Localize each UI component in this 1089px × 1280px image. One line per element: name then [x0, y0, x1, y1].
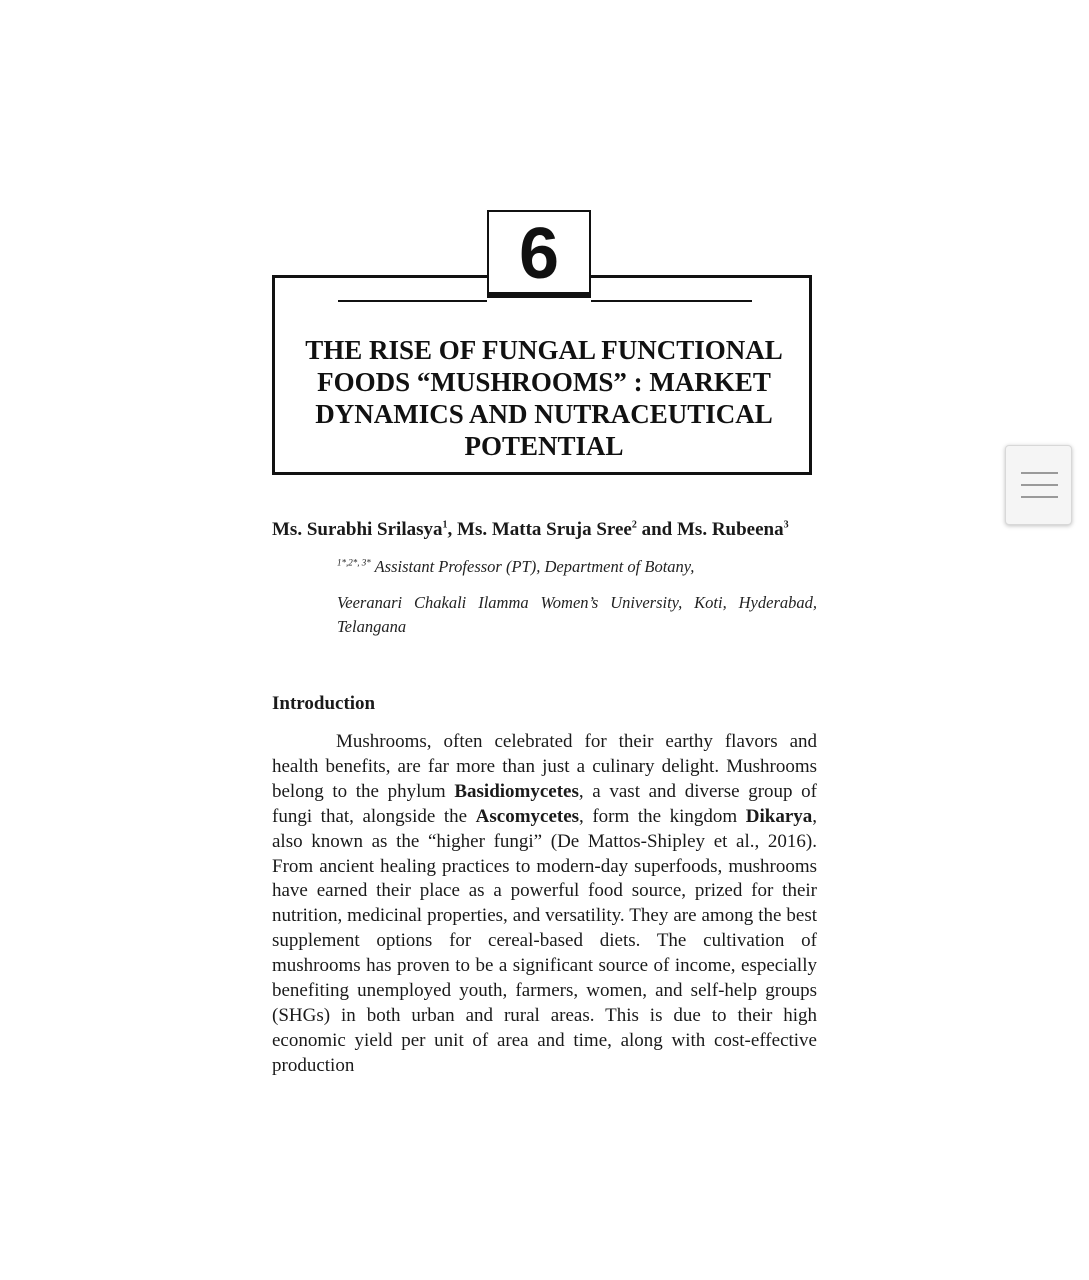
bold-term: Ascomycetes: [475, 805, 580, 827]
author-name: Ms. Matta Sruja Sree: [457, 519, 632, 540]
title-rule-left: [338, 300, 487, 302]
author-list: [272, 518, 817, 542]
introduction-paragraph: [272, 730, 817, 1079]
chapter-number: 6: [518, 214, 560, 294]
section-heading-introduction: Introduction: [272, 693, 376, 714]
author-affiliation-marker: 2: [631, 519, 637, 531]
author-affiliation-marker: 3: [783, 519, 789, 531]
affiliation-line-1: [337, 555, 817, 579]
paragraph-text: Mushrooms, often celebrated for their earthy flavors and health benefits, are far more than just a culinary delight. Mushrooms belong to the phylum: [272, 731, 817, 802]
hamburger-menu-icon: [1021, 472, 1058, 474]
chapter-title-line: POTENTIAL: [464, 431, 624, 461]
paragraph-text: , form the kingdom: [579, 805, 746, 827]
bold-term: Basidiomycetes: [454, 780, 579, 802]
side-menu-button[interactable]: [1005, 445, 1072, 525]
chapter-title-line: FOODS “MUSHROOMS” : MARKET: [317, 367, 771, 397]
author-name: Ms. Surabhi Srilasya: [272, 519, 443, 540]
author-separator: and: [636, 519, 677, 540]
bold-term: Dikarya: [745, 805, 813, 827]
hamburger-menu-icon: [1021, 496, 1058, 498]
affiliation-position: Assistant Professor (PT), Department of Botany,: [374, 557, 695, 576]
author-separator: ,: [447, 519, 458, 540]
hamburger-menu-icon: [1021, 484, 1058, 486]
chapter-title-line: THE RISE OF FUNGAL FUNCTIONAL: [305, 335, 783, 365]
author-affiliation-marker: 1: [442, 519, 448, 531]
chapter-title-line: DYNAMICS AND NUTRACEUTICAL: [315, 399, 773, 429]
chapter-title: [285, 334, 803, 462]
paragraph-text: , a vast and diverse group of fungi that, alongside the: [272, 780, 817, 827]
affiliation-institution: Veeranari Chakali Ilamma Women’s University, Koti, Hyderabad, Telangana: [337, 593, 817, 636]
affiliation-markers: 1*,2*, 3*: [337, 557, 371, 568]
paragraph-text: , also known as the “higher fungi” (De Mattos-Shipley et al., 2016). From ancient healing practices to modern-day superfoods, mushrooms have earned their place as a powerful food source, prized for their nutrition, medicinal properties, and versatility. They are among the best supplement options for cereal-based diets. The cultivation of mushrooms has proven to be a significant source of income, especially benefiting unemployed youth, farmers, women, and self-help groups (SHGs) in both urban and rural areas. This is due to their high economic yield per unit of area and time, along with cost-effective production: [272, 805, 817, 1076]
chapter-number-box: [487, 210, 591, 298]
author-name: Ms. Rubeena: [677, 519, 784, 540]
title-rule-right: [591, 300, 752, 302]
